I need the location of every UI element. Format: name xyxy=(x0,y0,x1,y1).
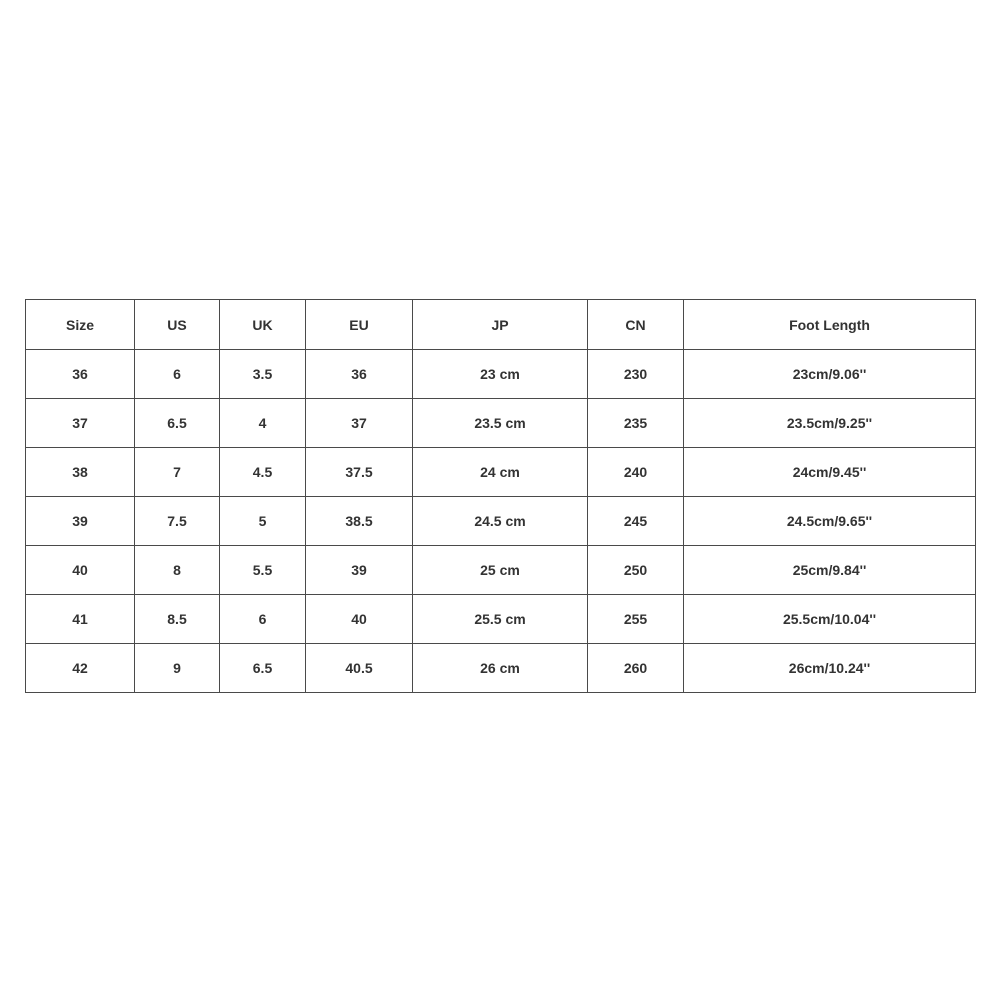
cell-uk: 5 xyxy=(220,497,306,546)
cell-eu: 36 xyxy=(306,350,413,399)
cell-uk: 5.5 xyxy=(220,546,306,595)
cell-us: 8 xyxy=(135,546,220,595)
header-row xyxy=(26,300,976,350)
table-row xyxy=(26,448,976,497)
table-row xyxy=(26,497,976,546)
cell-uk: 6.5 xyxy=(220,644,306,693)
cell-us: 6.5 xyxy=(135,399,220,448)
cell-foot-length: 25cm/9.84'' xyxy=(684,546,976,595)
cell-foot-length: 25.5cm/10.04'' xyxy=(684,595,976,644)
column-header-eu: EU xyxy=(306,300,413,350)
cell-cn: 230 xyxy=(588,350,684,399)
cell-eu: 38.5 xyxy=(306,497,413,546)
table-row xyxy=(26,644,976,693)
cell-foot-length: 24.5cm/9.65'' xyxy=(684,497,976,546)
cell-cn: 255 xyxy=(588,595,684,644)
cell-us: 9 xyxy=(135,644,220,693)
cell-eu: 37 xyxy=(306,399,413,448)
cell-jp: 26 cm xyxy=(413,644,588,693)
cell-size: 36 xyxy=(26,350,135,399)
column-header-size: Size xyxy=(26,300,135,350)
cell-cn: 235 xyxy=(588,399,684,448)
cell-eu: 40.5 xyxy=(306,644,413,693)
cell-foot-length: 23.5cm/9.25'' xyxy=(684,399,976,448)
cell-size: 37 xyxy=(26,399,135,448)
cell-cn: 250 xyxy=(588,546,684,595)
cell-uk: 4 xyxy=(220,399,306,448)
cell-size: 41 xyxy=(26,595,135,644)
cell-cn: 260 xyxy=(588,644,684,693)
cell-size: 40 xyxy=(26,546,135,595)
cell-eu: 37.5 xyxy=(306,448,413,497)
column-header-foot-length: Foot Length xyxy=(684,300,976,350)
cell-jp: 23 cm xyxy=(413,350,588,399)
cell-eu: 39 xyxy=(306,546,413,595)
cell-foot-length: 26cm/10.24'' xyxy=(684,644,976,693)
cell-size: 42 xyxy=(26,644,135,693)
size-chart-table xyxy=(25,299,976,693)
cell-jp: 24 cm xyxy=(413,448,588,497)
cell-jp: 25.5 cm xyxy=(413,595,588,644)
cell-jp: 25 cm xyxy=(413,546,588,595)
table-row xyxy=(26,595,976,644)
cell-foot-length: 23cm/9.06'' xyxy=(684,350,976,399)
column-header-cn: CN xyxy=(588,300,684,350)
table-row xyxy=(26,546,976,595)
column-header-jp: JP xyxy=(413,300,588,350)
cell-uk: 4.5 xyxy=(220,448,306,497)
column-header-uk: UK xyxy=(220,300,306,350)
table-row xyxy=(26,399,976,448)
cell-us: 7 xyxy=(135,448,220,497)
cell-cn: 240 xyxy=(588,448,684,497)
cell-us: 7.5 xyxy=(135,497,220,546)
cell-us: 6 xyxy=(135,350,220,399)
cell-eu: 40 xyxy=(306,595,413,644)
cell-uk: 6 xyxy=(220,595,306,644)
cell-jp: 24.5 cm xyxy=(413,497,588,546)
table-row xyxy=(26,350,976,399)
cell-foot-length: 24cm/9.45'' xyxy=(684,448,976,497)
cell-jp: 23.5 cm xyxy=(413,399,588,448)
cell-uk: 3.5 xyxy=(220,350,306,399)
cell-size: 38 xyxy=(26,448,135,497)
column-header-us: US xyxy=(135,300,220,350)
cell-us: 8.5 xyxy=(135,595,220,644)
cell-size: 39 xyxy=(26,497,135,546)
cell-cn: 245 xyxy=(588,497,684,546)
